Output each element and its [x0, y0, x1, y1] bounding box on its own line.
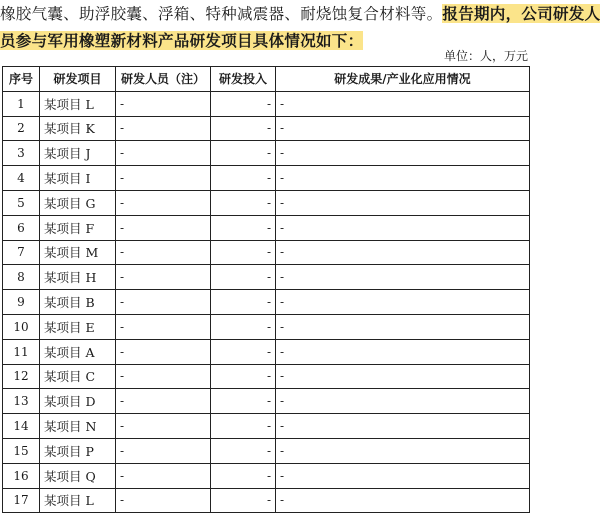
intro-paragraph — [0, 0, 600, 54]
cell-no: 5 — [3, 190, 40, 215]
cell-project-name: 某项目 F — [40, 215, 116, 240]
cell-investment: - — [211, 240, 276, 265]
cell-no: 4 — [3, 166, 40, 191]
table-row — [3, 215, 530, 240]
cell-investment: - — [211, 339, 276, 364]
cell-no: 15 — [3, 438, 40, 463]
cell-project-name: 某项目 H — [40, 265, 116, 290]
highlighted-text-1: 报告期内，公司研发人 — [442, 4, 600, 23]
cell-investment: - — [211, 364, 276, 389]
cell-people: - — [116, 314, 211, 339]
cell-investment: - — [211, 290, 276, 315]
cell-no: 6 — [3, 215, 40, 240]
table-body — [3, 91, 530, 513]
cell-no: 11 — [3, 339, 40, 364]
cell-investment: - — [211, 463, 276, 488]
cell-no: 10 — [3, 314, 40, 339]
cell-investment: - — [211, 265, 276, 290]
paragraph-line-1 — [0, 0, 600, 27]
table-row — [3, 91, 530, 116]
cell-investment: - — [211, 116, 276, 141]
cell-results: - — [276, 364, 530, 389]
cell-no: 3 — [3, 141, 40, 166]
cell-no: 7 — [3, 240, 40, 265]
cell-results: - — [276, 339, 530, 364]
cell-results: - — [276, 91, 530, 116]
cell-investment: - — [211, 166, 276, 191]
cell-project-name: 某项目 A — [40, 339, 116, 364]
cell-project-name: 某项目 L — [40, 91, 116, 116]
table-header-row — [3, 67, 530, 92]
cell-results: - — [276, 190, 530, 215]
cell-investment: - — [211, 91, 276, 116]
table-row — [3, 265, 530, 290]
cell-people: - — [116, 290, 211, 315]
cell-project-name: 某项目 C — [40, 364, 116, 389]
paragraph-line-1-text: 橡胶气囊、助浮胶囊、浮箱、特种减震器、耐烧蚀复合材料等。 — [0, 5, 443, 23]
cell-people: - — [116, 463, 211, 488]
cell-results: - — [276, 463, 530, 488]
cell-no: 17 — [3, 488, 40, 513]
table-row — [3, 389, 530, 414]
cell-investment: - — [211, 190, 276, 215]
cell-results: - — [276, 116, 530, 141]
cell-people: - — [116, 488, 211, 513]
cell-people: - — [116, 339, 211, 364]
cell-no: 12 — [3, 364, 40, 389]
table-row — [3, 364, 530, 389]
table-row — [3, 166, 530, 191]
cell-investment: - — [211, 438, 276, 463]
cell-no: 9 — [3, 290, 40, 315]
cell-people: - — [116, 190, 211, 215]
cell-project-name: 某项目 K — [40, 116, 116, 141]
cell-project-name: 某项目 M — [40, 240, 116, 265]
cell-project-name: 某项目 E — [40, 314, 116, 339]
table-row — [3, 463, 530, 488]
cell-project-name: 某项目 J — [40, 141, 116, 166]
cell-results: - — [276, 166, 530, 191]
cell-people: - — [116, 438, 211, 463]
table-row — [3, 438, 530, 463]
cell-project-name: 某项目 N — [40, 414, 116, 439]
cell-no: 14 — [3, 414, 40, 439]
cell-no: 16 — [3, 463, 40, 488]
project-table — [2, 66, 530, 513]
cell-results: - — [276, 389, 530, 414]
header-project: 研发项目 — [40, 67, 116, 92]
cell-project-name: 某项目 G — [40, 190, 116, 215]
cell-project-name: 某项目 Q — [40, 463, 116, 488]
cell-investment: - — [211, 488, 276, 513]
header-investment: 研发投入 — [211, 67, 276, 92]
cell-people: - — [116, 240, 211, 265]
cell-people: - — [116, 364, 211, 389]
cell-no: 13 — [3, 389, 40, 414]
cell-people: - — [116, 389, 211, 414]
highlighted-text-2: 员参与军用橡塑新材料产品研发项目具体情况如下： — [0, 31, 364, 50]
header-no: 序号 — [3, 67, 40, 92]
table-row — [3, 339, 530, 364]
table-row — [3, 141, 530, 166]
cell-people: - — [116, 265, 211, 290]
cell-people: - — [116, 116, 211, 141]
cell-results: - — [276, 265, 530, 290]
cell-people: - — [116, 414, 211, 439]
cell-results: - — [276, 215, 530, 240]
cell-results: - — [276, 488, 530, 513]
table-row — [3, 414, 530, 439]
table-row — [3, 488, 530, 513]
cell-project-name: 某项目 B — [40, 290, 116, 315]
cell-no: 2 — [3, 116, 40, 141]
unit-label: 单位：人，万元 — [443, 49, 528, 63]
cell-project-name: 某项目 L — [40, 488, 116, 513]
cell-people: - — [116, 215, 211, 240]
cell-people: - — [116, 166, 211, 191]
header-people: 研发人员（注） — [116, 67, 211, 92]
cell-results: - — [276, 438, 530, 463]
cell-investment: - — [211, 389, 276, 414]
cell-results: - — [276, 240, 530, 265]
table-row — [3, 190, 530, 215]
cell-investment: - — [211, 215, 276, 240]
cell-people: - — [116, 141, 211, 166]
cell-project-name: 某项目 I — [40, 166, 116, 191]
table-row — [3, 314, 530, 339]
cell-no: 8 — [3, 265, 40, 290]
cell-investment: - — [211, 141, 276, 166]
cell-no: 1 — [3, 91, 40, 116]
cell-results: - — [276, 314, 530, 339]
cell-investment: - — [211, 314, 276, 339]
header-results: 研发成果/产业化应用情况 — [276, 67, 530, 92]
cell-results: - — [276, 141, 530, 166]
cell-results: - — [276, 414, 530, 439]
table-row — [3, 290, 530, 315]
cell-investment: - — [211, 414, 276, 439]
cell-project-name: 某项目 P — [40, 438, 116, 463]
table-row — [3, 116, 530, 141]
cell-results: - — [276, 290, 530, 315]
table-row — [3, 240, 530, 265]
cell-project-name: 某项目 D — [40, 389, 116, 414]
cell-people: - — [116, 91, 211, 116]
